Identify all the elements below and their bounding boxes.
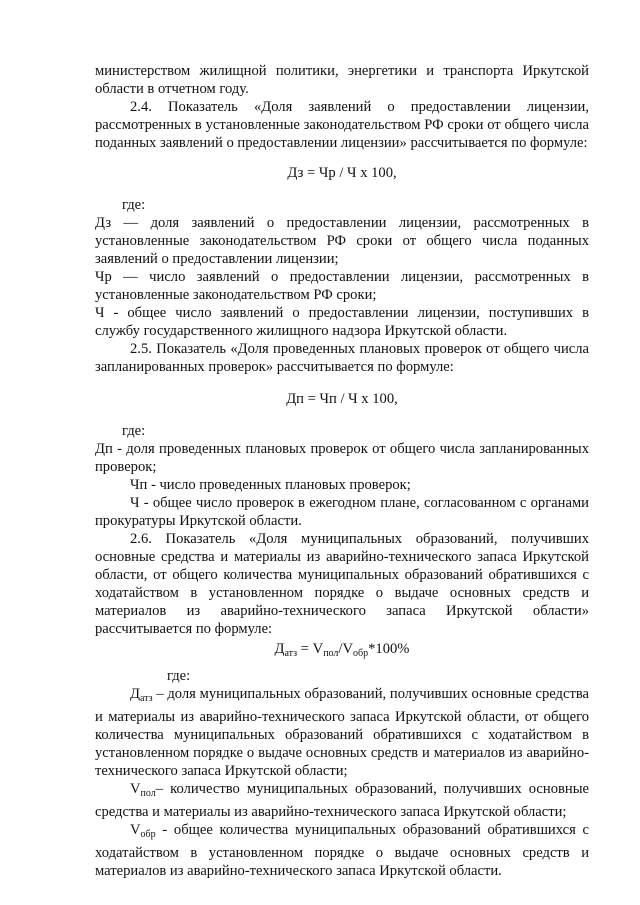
paragraph-continuation: министерством жилищной политики, энергетики и транспорта Иркутской области в отчетном году. [95, 63, 589, 97]
where-label: где: [167, 668, 191, 684]
definition-ch-checks: Ч - общее число проверок в ежегодном плане, согласованном с органами прокуратуры Иркутской области. [95, 495, 589, 529]
definition-chr: Чр — число заявлений о предоставлении лицензии, рассмотренных в установленные законодательством РФ сроки; [95, 269, 589, 303]
document-page [95, 62, 589, 880]
definition-dp: Дп - доля проведенных плановых проверок от общего числа запланированных проверок; [95, 441, 589, 475]
paragraph-2-6: 2.6. Показатель «Доля муниципальных образований, получивших основные средства и материалы из аварийно-технического запаса Иркутской области, от общего количества муниципальных образований обратившихся с ходатайством в установленном порядке о выдаче основных средств и материалов из аварийно-технического запаса Иркутской области» рассчитывается по формуле: [95, 531, 589, 637]
definition-chp: Чп - число проведенных плановых проверок; [130, 477, 411, 493]
definition-vpol: $V_{пол}-$ количество муниципальных образований, получивших основные средства и материалы из аварийно-технического запаса Иркутской области; [95, 781, 589, 820]
formula-datz: $Д_{атз} = V_{пол}/V_{обр}*100\%$ [274, 641, 410, 659]
where-label: где: [122, 197, 146, 213]
definition-ch: Ч - общее число заявлений о предоставлении лицензии, поступивших в службу государственного жилищного надзора Иркутской области. [95, 305, 589, 339]
paragraph-2-4: 2.4. Показатель «Доля заявлений о предоставлении лицензии, рассмотренных в установленные законодательством РФ сроки от общего числа поданных заявлений о предоставлении лицензии» рассчитывается по формуле: [95, 99, 589, 151]
paragraph-2-5: 2.5. Показатель «Доля проведенных плановых проверок от общего числа запланированных проверок» рассчитывается по формуле: [95, 341, 589, 375]
definition-vobr: $V_{обр}$ - общее количества муниципальных образований обратившихся с ходатайством в установленном порядке о выдаче основных средств и материалов из аварийно-технического запаса Иркутской области. [95, 822, 589, 879]
where-label: где: [122, 423, 146, 439]
formula-dz: Дз = Чр / Ч х 100, [287, 165, 397, 181]
definition-datz: $Д_{атз}$ – доля муниципальных образований, получивших основные средства и материалы из аварийно-технического запаса Иркутской области, от общего количества муниципальных образований обратившихся с ходатайством в установленном порядке о выдаче основных средств и материалов из аварийно-технического запаса Иркутской области; [95, 686, 589, 779]
definition-dz: Дз — доля заявлений о предоставлении лицензии, рассмотренных в установленные законодательством РФ сроки от общего числа поданных заявлений о предоставлении лицензии; [95, 215, 589, 267]
formula-dp: Дп = Чп / Ч х 100, [286, 391, 398, 407]
